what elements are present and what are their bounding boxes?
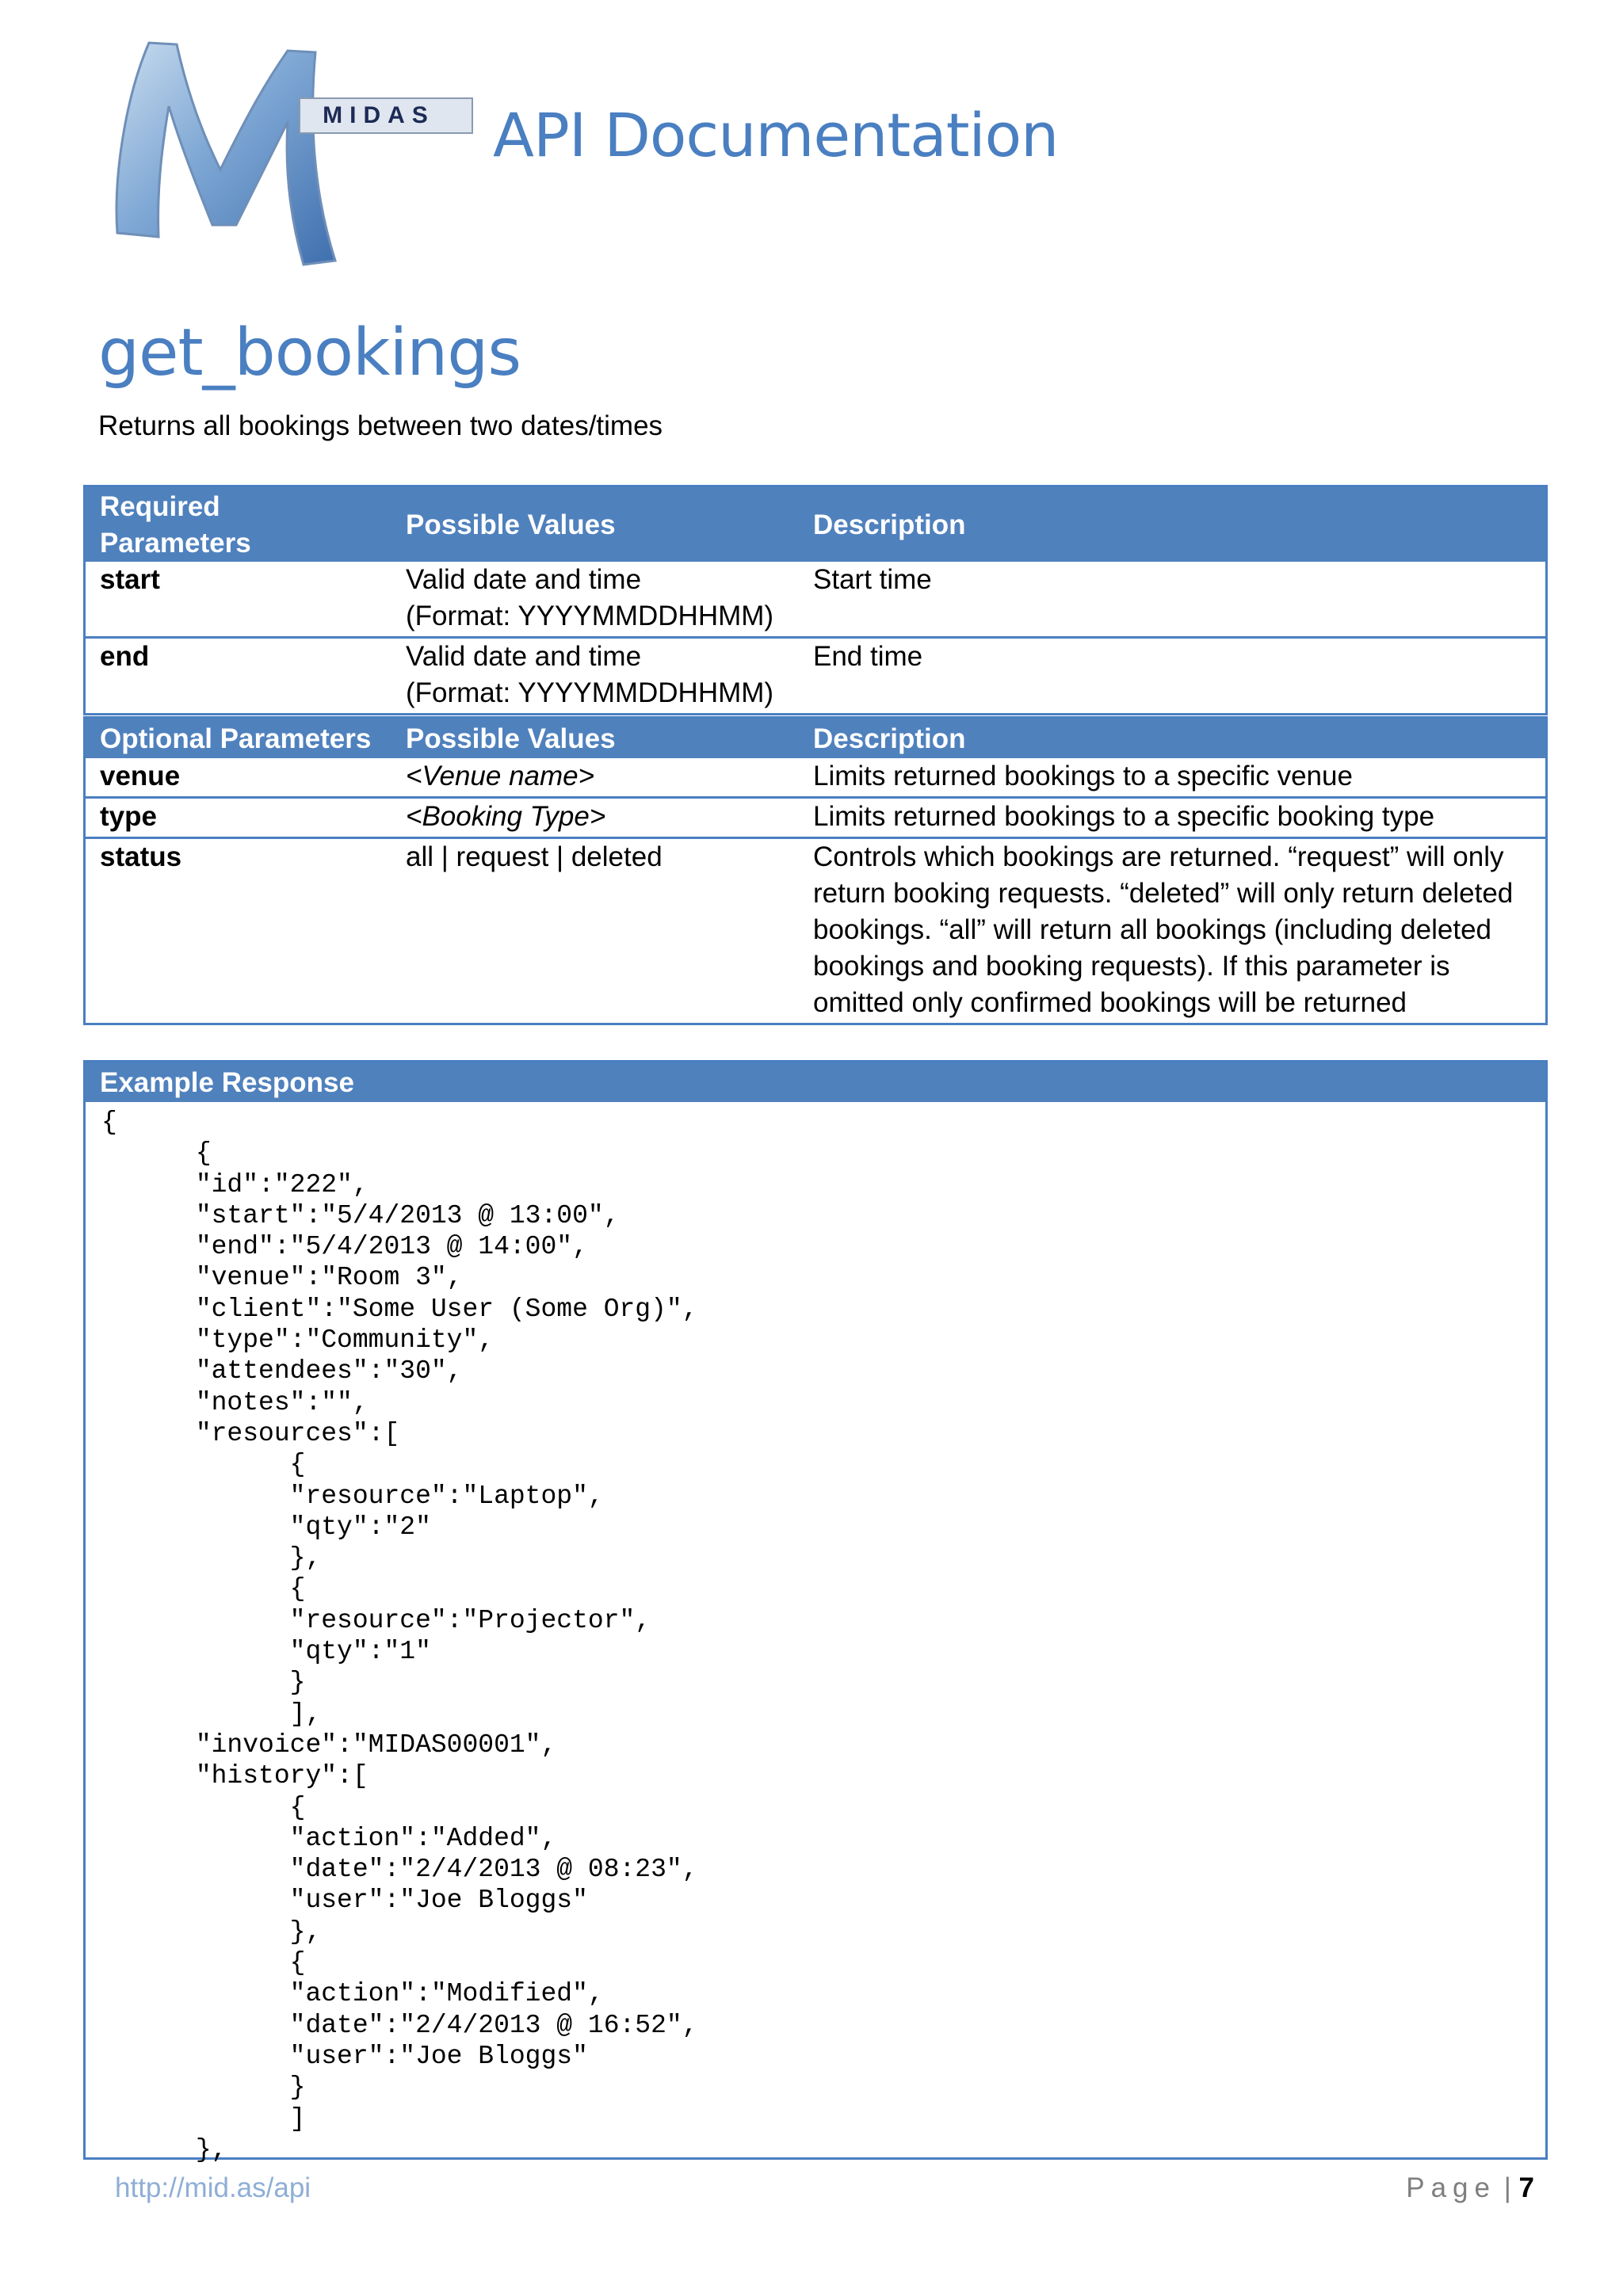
section-description: Returns all bookings between two dates/times — [98, 410, 663, 441]
column-header: Optional Parameters — [85, 718, 392, 759]
table-row — [85, 758, 1547, 798]
parameter-description: Start time — [813, 564, 932, 595]
column-header: Description — [799, 718, 1547, 759]
value-line: (Format: YYYYMMDDHHMM) — [406, 601, 774, 631]
parameter-description: Limits returned bookings to a specific booking type — [799, 798, 1547, 838]
example-response-box — [83, 1060, 1548, 2164]
table-header-row — [85, 718, 1547, 759]
value-line: (Format: YYYYMMDDHHMM) — [406, 677, 774, 708]
value-line: Valid date and time — [406, 641, 642, 672]
optional-parameters-table — [83, 716, 1548, 1025]
logo-wordmark: MIDAS — [323, 102, 435, 128]
section-title: get_bookings — [98, 315, 521, 391]
table-row — [85, 638, 1547, 715]
parameter-values — [391, 638, 799, 715]
column-header: Required Parameters — [85, 486, 392, 563]
parameter-name: venue — [100, 761, 181, 791]
parameter-name: type — [85, 798, 392, 838]
parameter-name: status — [85, 838, 392, 1024]
page-indicator: Page | 7 — [1406, 2172, 1534, 2203]
required-parameters-table — [83, 485, 1548, 715]
parameter-values: <Booking Type> — [391, 798, 799, 838]
parameter-values — [391, 562, 799, 638]
midas-logo — [101, 35, 474, 273]
page-number: 7 — [1518, 2172, 1534, 2203]
parameter-description: Limits returned bookings to a specific venue — [813, 761, 1353, 791]
value-line: Valid date and time — [406, 564, 642, 595]
parameter-description: End time — [799, 638, 1547, 715]
table-header-row — [85, 486, 1547, 563]
parameter-values: <Venue name> — [406, 761, 595, 791]
table-row — [85, 838, 1547, 1024]
parameter-description: Controls which bookings are returned. “request” will only return booking requests. “deleted” will only return deleted bookings. “all” will return all bookings (including deleted bookings and booking requests). If this parameter is omitted only confirmed bookings will be returned — [799, 838, 1547, 1024]
column-header: Possible Values — [391, 486, 799, 563]
column-header: Description — [799, 486, 1547, 563]
parameter-name: start — [100, 564, 160, 595]
footer-url-link[interactable]: http://mid.as/api — [115, 2172, 311, 2203]
table-row — [85, 798, 1547, 838]
document-title: API Documentation — [493, 100, 1059, 170]
column-header: Possible Values — [391, 718, 799, 759]
parameter-name: end — [85, 638, 392, 715]
example-response-code: { { "id":"222", "start":"5/4/2013 @ 13:00", "end":"5/4/2013 @ 14:00", "venue":"Room 3", "client":"Some User (Some Org)", "type":"Community", "attendees":"30", "notes":"", "resources":[ { "resource":"Laptop", "qty":"2" }, { "resource":"Projector", "qty":"1" } ], "invoice":"MIDAS00001", "history":[ { "action":"Added", "date":"2/4/2013 @ 08:23", "user":"Joe Bloggs" }, { "action":"Modified", "date":"2/4/2013 @ 16:52", "user":"Joe Bloggs" } ] }, — [101, 1108, 698, 2164]
table-row — [85, 562, 1547, 638]
page-label: Page — [1406, 2172, 1496, 2203]
example-response-header: Example Response — [86, 1062, 1545, 1102]
parameter-values: all | request | deleted — [391, 838, 799, 1024]
